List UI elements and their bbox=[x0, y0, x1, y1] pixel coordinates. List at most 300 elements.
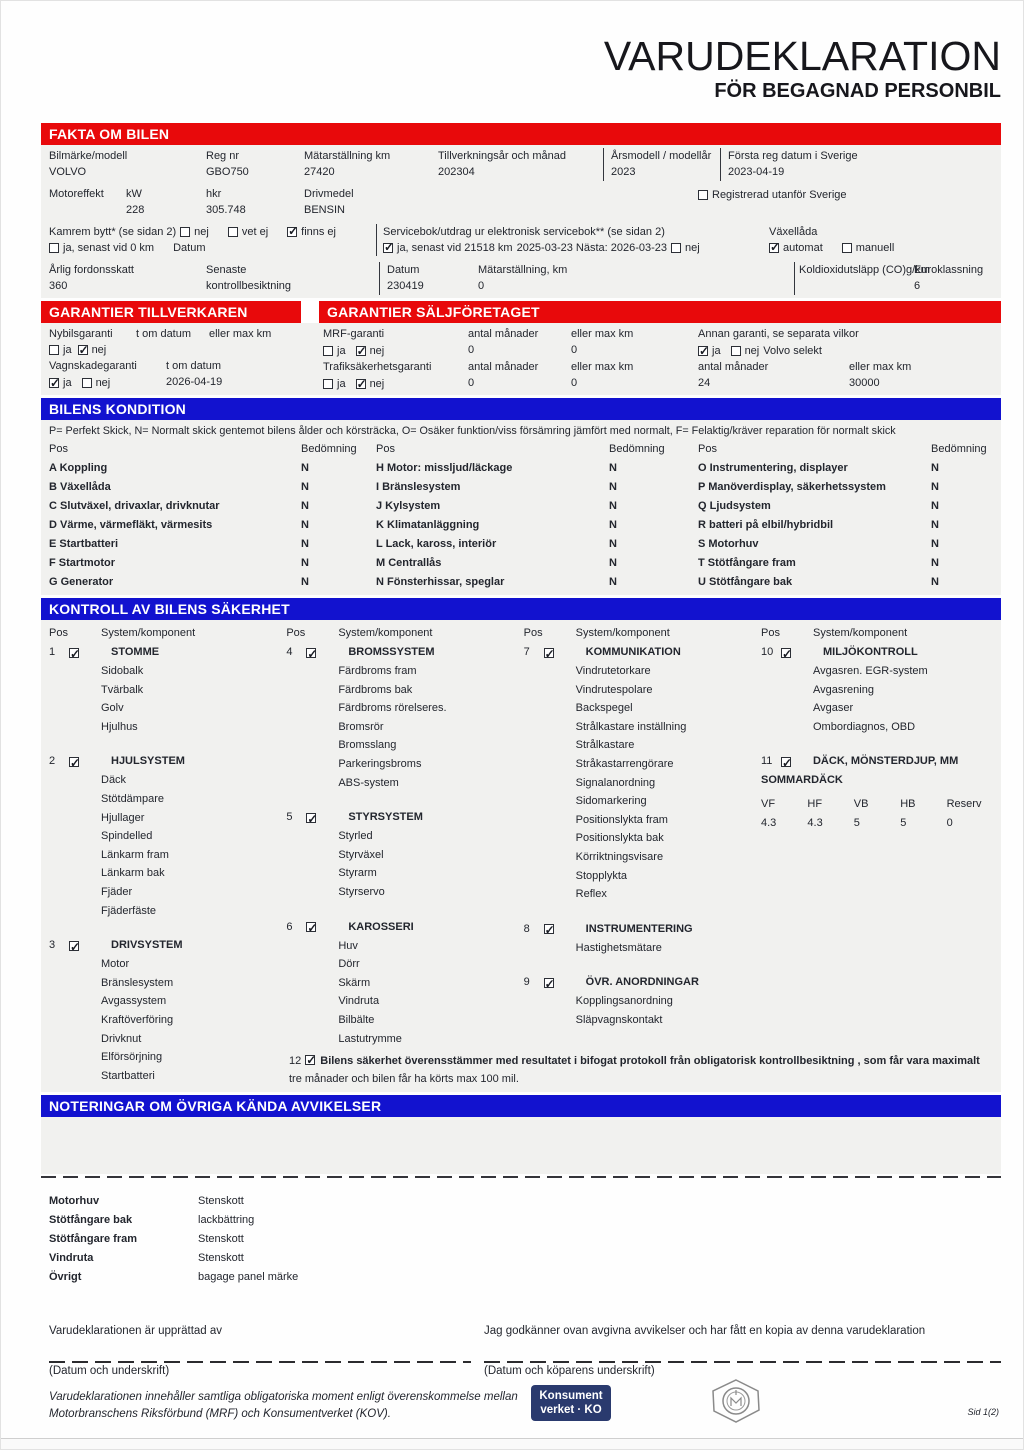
safety-item: Hastighetsmätare bbox=[575, 941, 662, 954]
pos-header: Pos bbox=[286, 627, 306, 639]
field-label: Mätarställning, km bbox=[478, 264, 568, 276]
tyre-value: 5 bbox=[900, 817, 907, 830]
field-label: Reg nr bbox=[206, 150, 240, 162]
section-garantier bbox=[41, 323, 1001, 395]
noteringar-rows bbox=[41, 1192, 1001, 1287]
safety-item: Fjäder bbox=[101, 885, 133, 898]
field-value: GBO750 bbox=[206, 166, 249, 178]
group-title: STYRSYSTEM bbox=[348, 811, 423, 824]
system-header: System/komponent bbox=[812, 627, 908, 639]
safety-column-4 bbox=[761, 624, 993, 1101]
condition-row bbox=[376, 516, 698, 535]
vagnskadegaranti-label: Vagnskadegaranti bbox=[49, 360, 137, 372]
condition-row bbox=[49, 459, 376, 478]
kamrem-label: Kamrem bytt* (se sidan 2) bbox=[49, 226, 177, 238]
note-label: Övrigt bbox=[49, 1271, 82, 1283]
servicebok-block bbox=[376, 224, 764, 256]
condition-row bbox=[376, 459, 698, 478]
tyre-value: 0 bbox=[946, 817, 953, 830]
note-label: Stötfångare fram bbox=[49, 1233, 138, 1245]
condition-value: N bbox=[931, 538, 939, 550]
tyres-subtitle: SOMMARDÄCK bbox=[760, 774, 843, 787]
checkbox-label: nej bbox=[369, 377, 385, 390]
condition-label: M Centrallås bbox=[376, 557, 442, 569]
safety-item: Bränslesystem bbox=[101, 976, 174, 989]
mrf-garanti-label: MRF-garanti bbox=[323, 328, 385, 340]
condition-label: N Fönsterhissar, speglar bbox=[376, 576, 505, 588]
signature-caption-buyer: (Datum och köparens underskrift) bbox=[484, 1365, 655, 1377]
condition-row bbox=[698, 573, 993, 592]
note-row bbox=[41, 1211, 486, 1230]
trafiksakerhetsgaranti-label: Trafiksäkerhetsgaranti bbox=[323, 361, 432, 373]
system-header: System/komponent bbox=[101, 627, 196, 639]
safety-item: Ombordiagnos, OBD bbox=[812, 720, 916, 733]
condition-label: I Bränslesystem bbox=[376, 481, 461, 493]
condition-row bbox=[698, 554, 993, 573]
condition-value: N bbox=[609, 500, 617, 512]
field-value: 6 bbox=[914, 280, 921, 292]
checkbox-icon bbox=[49, 243, 59, 253]
field-label: Mätarställning km bbox=[304, 150, 391, 162]
checkbox-icon bbox=[323, 379, 333, 389]
eller-max-km-label: eller max km bbox=[209, 328, 272, 340]
field-drivmedel bbox=[304, 186, 438, 219]
tyre-value: 4.3 bbox=[760, 817, 777, 830]
footer bbox=[41, 1313, 1001, 1450]
kondition-column-2 bbox=[376, 440, 698, 592]
safety-item: Hjullager bbox=[101, 811, 145, 824]
condition-row bbox=[698, 497, 993, 516]
field-label: Bilmärke/modell bbox=[49, 150, 128, 162]
nybilsgaranti-label: Nybilsgaranti bbox=[49, 328, 113, 340]
group-number: 9 bbox=[523, 976, 530, 989]
fakta-row5 bbox=[49, 262, 993, 295]
safety-item: Strålkastare inställning bbox=[575, 720, 687, 733]
safety-item: Avgasrening bbox=[812, 683, 874, 696]
annan-max-value: 30000 bbox=[849, 377, 880, 389]
note-value: Stenskott bbox=[198, 1233, 244, 1245]
checkbox-icon bbox=[356, 346, 366, 356]
checkbox-icon bbox=[698, 346, 708, 356]
safety-item: Vindrutespolare bbox=[575, 683, 653, 696]
upprattad-av-label: Varudeklarationen är upprättad av bbox=[49, 1325, 223, 1337]
checkbox-label: ja bbox=[712, 344, 721, 357]
condition-value: N bbox=[301, 538, 309, 550]
group-number: 5 bbox=[286, 811, 293, 824]
condition-label: L Lack, kaross, interiör bbox=[376, 538, 497, 550]
safety-item: Golv bbox=[101, 702, 124, 715]
item12-text-bold: Bilens säkerhet överensstämmer med resultatet i bifogat protokoll från obligatorisk kontrollbesiktning , som får vara maximalt bbox=[320, 1055, 980, 1067]
note-label: Stötfångare bak bbox=[49, 1214, 133, 1226]
antal-manader-label: antal månader bbox=[698, 361, 769, 373]
safety-item: Vindruta bbox=[338, 995, 380, 1008]
section-sakerhet bbox=[41, 620, 1001, 1092]
mrf-antal-value: 0 bbox=[468, 344, 475, 356]
condition-row bbox=[698, 516, 993, 535]
vaxellada-label: Växellåda bbox=[769, 226, 818, 238]
field-koldioxid bbox=[794, 262, 930, 295]
pos-header: Pos bbox=[376, 443, 395, 455]
garanti-tillverkaren-block bbox=[49, 326, 323, 392]
group-title: BROMSSYSTEM bbox=[348, 646, 435, 658]
tom-datum-label: t om datum bbox=[166, 360, 222, 372]
safety-item: Kopplingsanordning bbox=[575, 995, 673, 1008]
safety-item: Skärm bbox=[338, 976, 371, 989]
safety-group bbox=[286, 918, 523, 1049]
condition-label: G Generator bbox=[49, 576, 114, 588]
eller-max-km-label: eller max km bbox=[571, 328, 634, 340]
safety-item: Strålkastare bbox=[575, 739, 635, 752]
safety-item-12 bbox=[289, 1053, 995, 1088]
checkbox-label: nej bbox=[95, 376, 111, 389]
condition-value: N bbox=[609, 519, 617, 531]
field-label: Koldioxidutsläpp (CO)g/km bbox=[799, 264, 930, 276]
condition-label: H Motor: missljud/läckage bbox=[376, 462, 513, 474]
field-label: Årsmodell / modellår bbox=[611, 150, 712, 162]
tyre-header: HF bbox=[807, 798, 823, 811]
field-forsta-reg bbox=[720, 148, 993, 181]
field-label: Drivmedel bbox=[304, 188, 354, 200]
field-bilmarke bbox=[49, 148, 206, 181]
pos-header: Pos bbox=[698, 443, 717, 455]
checkbox-label: nej bbox=[194, 226, 209, 238]
safety-item: Avgasren. EGR-system bbox=[812, 665, 928, 677]
safety-item: Startbatteri bbox=[101, 1069, 155, 1082]
condition-value: N bbox=[931, 462, 939, 474]
field-value: 360 bbox=[49, 280, 68, 292]
checkbox-icon bbox=[306, 648, 316, 658]
bedomning-header: Bedömning bbox=[301, 443, 357, 455]
safety-item: Stopplykta bbox=[575, 869, 628, 882]
safety-column-3 bbox=[524, 624, 761, 1101]
condition-value: N bbox=[301, 576, 309, 588]
group-title: HJULSYSTEM bbox=[111, 755, 185, 768]
field-label: Datum bbox=[387, 264, 420, 276]
tyre-header: Reserv bbox=[946, 798, 982, 811]
annan-garanti-label: Annan garanti, se separata vilkor bbox=[698, 328, 859, 340]
pos-header: Pos bbox=[49, 443, 68, 455]
checkbox-icon bbox=[78, 345, 88, 355]
safety-item: Stötdämpare bbox=[101, 792, 164, 805]
tyre-value: 4.3 bbox=[807, 817, 823, 830]
group-number: 11 bbox=[760, 755, 773, 768]
section-heading-fakta: FAKTA OM BILEN bbox=[41, 123, 1001, 145]
checkbox-icon bbox=[383, 243, 393, 253]
garanti-salj-block bbox=[323, 326, 993, 392]
fakta-row-kamrem-servicebok bbox=[49, 224, 993, 256]
note-value: bagage panel märke bbox=[198, 1271, 299, 1283]
field-kw bbox=[126, 186, 206, 219]
condition-value: N bbox=[931, 576, 939, 588]
safety-item: Färdbroms bak bbox=[338, 683, 413, 696]
condition-value: N bbox=[609, 538, 617, 550]
group-title: KOMMUNIKATION bbox=[585, 646, 681, 658]
registrerad-utanfor-sverige bbox=[698, 187, 847, 203]
safety-item: Vindrutetorkare bbox=[575, 665, 651, 677]
checkbox-icon bbox=[305, 1055, 315, 1065]
badge-line1: Konsument bbox=[539, 1390, 603, 1402]
checkbox-label: nej bbox=[369, 344, 385, 357]
condition-label: J Kylsystem bbox=[376, 500, 441, 512]
section-heading-garanti-salj: GARANTIER SÄLJFÖRETAGET bbox=[319, 301, 1001, 323]
condition-value: N bbox=[931, 481, 939, 493]
condition-label: U Stötfångare bak bbox=[698, 576, 793, 588]
note-row bbox=[41, 1230, 486, 1249]
note-row bbox=[41, 1268, 486, 1287]
safety-item: Spindelled bbox=[101, 830, 153, 843]
condition-label: O Instrumentering, displayer bbox=[698, 462, 848, 474]
condition-row bbox=[376, 554, 698, 573]
condition-value: N bbox=[609, 576, 617, 588]
field-matarstallning-km bbox=[478, 262, 794, 295]
safety-item: Elförsörjning bbox=[101, 1051, 163, 1064]
field-fordonsskatt bbox=[49, 262, 206, 295]
page-number: Sid 1(2) bbox=[967, 1407, 999, 1417]
field-arsmodell bbox=[603, 148, 720, 181]
condition-row bbox=[698, 459, 993, 478]
checkbox-label: ja bbox=[63, 376, 72, 389]
condition-row bbox=[376, 478, 698, 497]
checkbox-icon bbox=[842, 243, 852, 253]
system-header: System/komponent bbox=[338, 627, 433, 639]
safety-item: Backspegel bbox=[575, 702, 633, 715]
field-value: 2023 bbox=[611, 166, 636, 178]
note-value: Stenskott bbox=[198, 1252, 244, 1264]
checkbox-icon bbox=[698, 190, 708, 200]
safety-item: Länkarm bak bbox=[101, 867, 165, 880]
field-motoreffekt bbox=[49, 186, 126, 219]
checkbox-icon bbox=[544, 924, 554, 934]
section-fakta bbox=[41, 145, 1001, 298]
field-value: VOLVO bbox=[49, 166, 87, 178]
safety-item: Styrväxel bbox=[338, 848, 384, 861]
fakta-row1 bbox=[49, 148, 993, 181]
group-number: 3 bbox=[49, 939, 56, 952]
checkbox-icon bbox=[82, 378, 92, 388]
condition-label: C Slutväxel, drivaxlar, drivknutar bbox=[49, 500, 220, 512]
checkbox-icon bbox=[781, 648, 791, 658]
group-title: INSTRUMENTERING bbox=[585, 922, 693, 935]
group-title: MILJÖKONTROLL bbox=[822, 646, 918, 658]
checkbox-label: nej bbox=[744, 344, 760, 357]
group-number: 12 bbox=[289, 1055, 302, 1067]
field-tillverkningsar bbox=[438, 148, 603, 181]
safety-item: Motor bbox=[101, 958, 130, 971]
section-kondition bbox=[41, 420, 1001, 595]
group-number: 10 bbox=[760, 646, 774, 658]
checkbox-label: manuell bbox=[855, 242, 895, 254]
safety-item: Parkeringsbroms bbox=[338, 757, 422, 770]
tom-datum-label: t om datum bbox=[136, 328, 192, 340]
section-heading-sakerhet: KONTROLL AV BILENS SÄKERHET bbox=[41, 598, 1001, 620]
field-value: 27420 bbox=[304, 166, 335, 178]
field-label: kW bbox=[126, 188, 142, 200]
checkbox-icon bbox=[544, 978, 554, 988]
safety-item: ABS-system bbox=[338, 776, 399, 789]
condition-value: N bbox=[301, 462, 309, 474]
checkbox-icon bbox=[781, 757, 791, 767]
safety-item: Styrled bbox=[338, 830, 373, 843]
condition-row bbox=[49, 573, 376, 592]
section-heading-noteringar: NOTERINGAR OM ÖVRIGA KÄNDA AVVIKELSER bbox=[41, 1095, 1001, 1117]
group-number: 7 bbox=[523, 646, 530, 658]
godkanner-label: Jag godkänner ovan avgivna avvikelser och har fått en kopia av denna varudeklaration bbox=[484, 1325, 926, 1337]
checkbox-icon bbox=[306, 922, 316, 932]
field-value: 2023-04-19 bbox=[728, 166, 785, 178]
field-label: Första reg datum i Sverige bbox=[728, 150, 858, 162]
note-row bbox=[41, 1249, 486, 1268]
checkbox-icon bbox=[69, 757, 79, 767]
checkbox-label: ja, senast vid 0 km bbox=[63, 242, 155, 254]
safety-item: Länkarm fram bbox=[101, 848, 169, 861]
condition-label: Q Ljudsystem bbox=[698, 500, 771, 512]
annan-garanti-value: Volvo selekt bbox=[763, 344, 822, 357]
tyre-header: VB bbox=[853, 798, 869, 811]
field-value: 0 bbox=[478, 280, 485, 292]
signature-line-seller bbox=[49, 1361, 471, 1363]
condition-value: N bbox=[301, 557, 309, 569]
tyre-header: VF bbox=[760, 798, 776, 811]
eller-max-km-label: eller max km bbox=[849, 361, 912, 373]
group-number: 8 bbox=[523, 922, 530, 935]
checkbox-icon bbox=[671, 243, 681, 253]
field-label: Motoreffekt bbox=[49, 188, 104, 200]
safety-item: Styrarm bbox=[338, 867, 377, 880]
checkbox-label: ja bbox=[63, 344, 72, 356]
field-value: 305.748 bbox=[206, 204, 246, 216]
trafik-max-value: 0 bbox=[571, 377, 578, 389]
field-label: Årlig fordonsskatt bbox=[49, 264, 134, 276]
field-euroklassning bbox=[914, 262, 993, 295]
field-value: 230419 bbox=[387, 280, 424, 292]
field-value: 202304 bbox=[438, 166, 475, 178]
document-header bbox=[41, 1, 1001, 103]
tyre-table-values bbox=[761, 814, 993, 833]
tyre-header: HB bbox=[900, 798, 916, 811]
garanti-banners bbox=[41, 301, 1001, 323]
page-edge bbox=[1, 1438, 1023, 1450]
kondition-legend: P= Perfekt Skick, N= Normalt skick gentemot bilens ålder och körsträcka, O= Osäker funktion/viss försämring jämfört med normalt, F= Felaktig/kräver reparation för normalt skick bbox=[49, 425, 896, 437]
safety-item: Positionslykta bak bbox=[575, 832, 664, 845]
checkbox-icon bbox=[323, 346, 333, 356]
section-heading-garanti-tillverkaren: GARANTIER TILLVERKAREN bbox=[41, 301, 301, 323]
safety-item: Bromsrör bbox=[338, 720, 384, 733]
condition-value: N bbox=[609, 462, 617, 474]
datum-label: Datum bbox=[173, 242, 206, 254]
condition-value: N bbox=[609, 481, 617, 493]
condition-label: D Värme, värmefläkt, värmesits bbox=[49, 519, 213, 531]
group-title: DRIVSYSTEM bbox=[111, 939, 183, 952]
condition-label: K Klimatanläggning bbox=[376, 519, 480, 531]
group-title: DÄCK, MÖNSTERDJUP, MM bbox=[812, 755, 959, 768]
checkbox-icon bbox=[180, 227, 190, 237]
safety-item: Bilbälte bbox=[338, 1013, 375, 1026]
kamrem-block bbox=[49, 224, 376, 256]
checkbox-icon bbox=[356, 379, 366, 389]
safety-item: Sidomarkering bbox=[575, 795, 647, 808]
condition-label: B Växellåda bbox=[49, 481, 111, 493]
trafik-antal-value: 0 bbox=[468, 377, 475, 389]
safety-item: Fjäderfäste bbox=[101, 904, 157, 917]
checkbox-label: automat bbox=[783, 242, 823, 254]
mrf-kov-note: Varudeklarationen innehåller samtliga obligatoriska moment enligt överenskommelse mellan Motorbranschens Riksförbund (MRF) och Konsumentverket (KOV). bbox=[49, 1391, 518, 1420]
antal-manader-label: antal månader bbox=[468, 361, 539, 373]
safety-item: Dörr bbox=[338, 958, 360, 971]
safety-item: Avgassystem bbox=[101, 995, 167, 1008]
tyre-value: 5 bbox=[853, 817, 860, 830]
group-number: 2 bbox=[49, 755, 56, 768]
checkbox-label: finns ej bbox=[301, 226, 336, 238]
condition-label: F Startmotor bbox=[49, 557, 115, 569]
note-value: Stenskott bbox=[198, 1195, 244, 1207]
checkbox-icon bbox=[69, 648, 79, 658]
condition-row bbox=[49, 554, 376, 573]
safety-column-2 bbox=[286, 624, 523, 1101]
note-row bbox=[41, 1192, 486, 1211]
field-value: 228 bbox=[126, 204, 145, 216]
safety-item: Kraftöverföring bbox=[101, 1013, 174, 1026]
kondition-column-3 bbox=[698, 440, 993, 592]
mrf-logo-icon bbox=[709, 1377, 763, 1428]
pos-header: Pos bbox=[760, 627, 780, 639]
checkbox-label: nej bbox=[685, 242, 700, 254]
group-title: KAROSSERI bbox=[348, 920, 414, 933]
safety-item: Lastutrymme bbox=[338, 1032, 402, 1045]
condition-value: N bbox=[931, 519, 939, 531]
safety-group bbox=[524, 973, 761, 1029]
safety-item: Stråkastarrengörare bbox=[575, 757, 674, 770]
note-label: Motorhuv bbox=[49, 1195, 100, 1207]
checkbox-icon bbox=[544, 648, 554, 658]
safety-group bbox=[49, 936, 286, 1085]
servicebok-datum: 2025-03-23 Nästa: 2026-03-23 bbox=[516, 242, 668, 254]
condition-row bbox=[698, 535, 993, 554]
safety-column-1 bbox=[49, 624, 286, 1101]
section-noteringar bbox=[41, 1117, 1001, 1287]
kondition-column-1 bbox=[49, 440, 376, 592]
checkbox-icon bbox=[69, 941, 79, 951]
item12-text: tre månader och bilen får ha körts max 100 mil. bbox=[289, 1072, 519, 1085]
condition-value: N bbox=[301, 481, 309, 493]
section-heading-kondition: BILENS KONDITION bbox=[41, 398, 1001, 420]
bedomning-header: Bedömning bbox=[609, 443, 665, 455]
signature-caption-seller: (Datum och underskrift) bbox=[49, 1365, 170, 1377]
signature-line-buyer bbox=[484, 1361, 1001, 1363]
condition-value: N bbox=[609, 557, 617, 569]
safety-item: Avgaser bbox=[812, 702, 854, 715]
group-number: 6 bbox=[286, 920, 293, 933]
vagnskade-datum-value: 2026-04-19 bbox=[166, 376, 223, 388]
safety-item: Körriktningsvisare bbox=[575, 850, 664, 863]
checkbox-label: nej bbox=[91, 344, 107, 356]
condition-row bbox=[49, 516, 376, 535]
condition-row bbox=[376, 535, 698, 554]
condition-value: N bbox=[931, 500, 939, 512]
safety-group bbox=[49, 643, 286, 736]
condition-row bbox=[49, 478, 376, 497]
antal-manader-label: antal månader bbox=[468, 328, 539, 340]
bedomning-header: Bedömning bbox=[931, 443, 987, 455]
checkbox-icon bbox=[49, 345, 59, 355]
field-datum bbox=[379, 262, 478, 295]
pos-header: Pos bbox=[49, 627, 68, 639]
fakta-row2 bbox=[49, 186, 993, 219]
safety-item: Reflex bbox=[575, 888, 607, 901]
field-label: Tillverkningsår och månad bbox=[438, 150, 566, 162]
safety-item: Drivknut bbox=[101, 1032, 142, 1045]
safety-item: Släpvagnskontakt bbox=[575, 1013, 663, 1026]
servicebok-label: Servicebok/utdrag ur elektronisk servicebok** (se sidan 2) bbox=[383, 226, 665, 238]
